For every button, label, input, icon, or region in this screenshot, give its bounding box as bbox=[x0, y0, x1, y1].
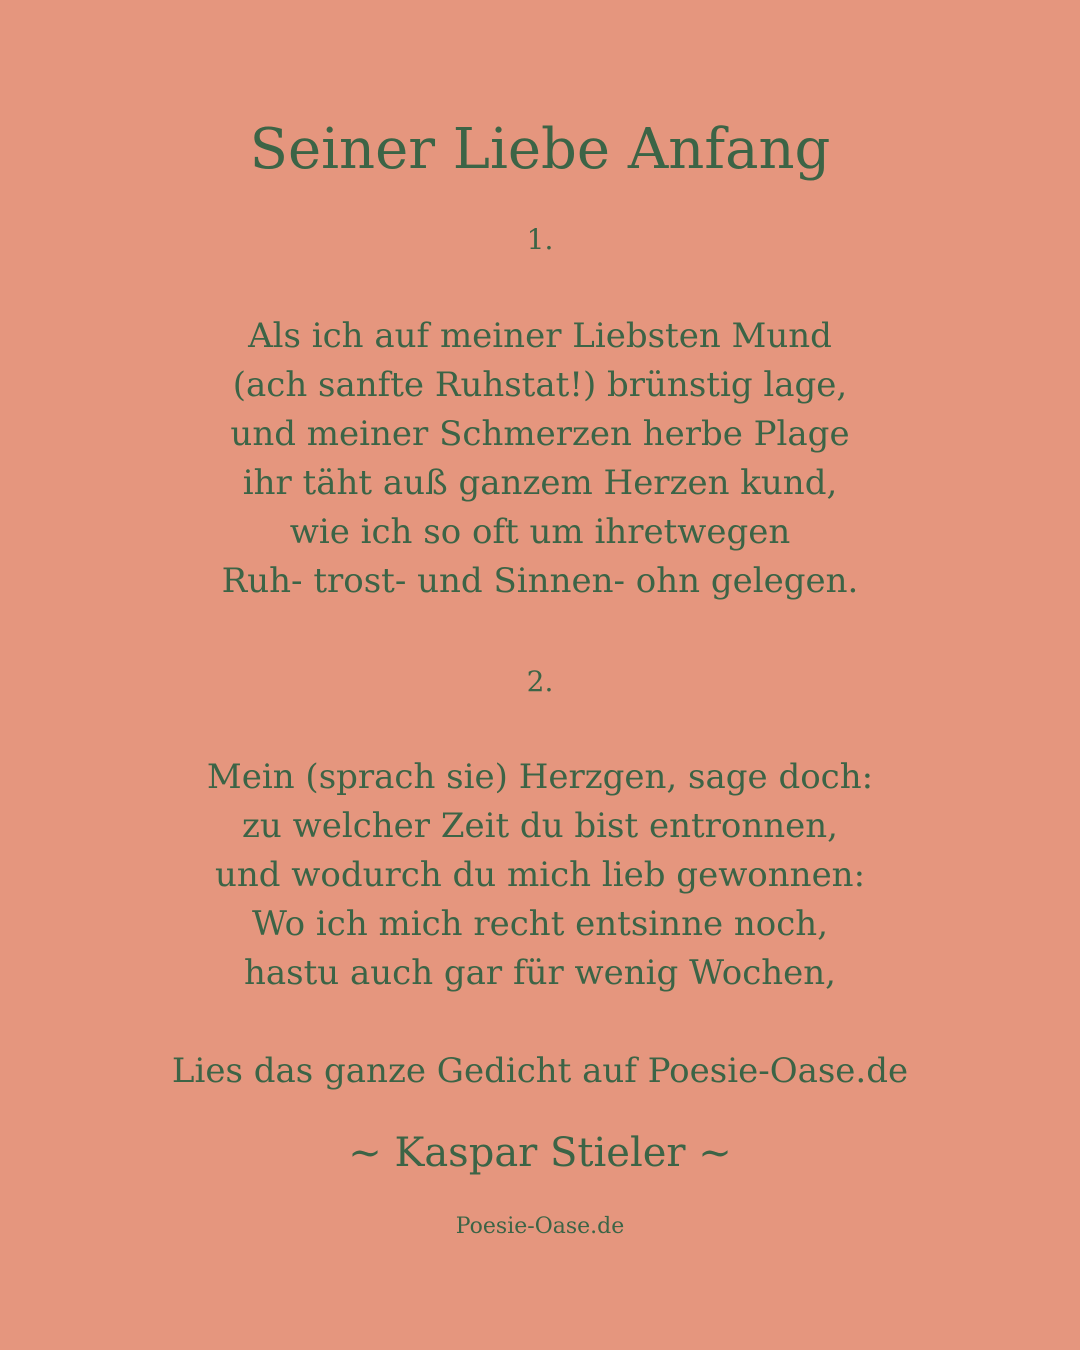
stanza-2 bbox=[0, 753, 1080, 998]
poem-line: zu welcher Zeit du bist entronnen, bbox=[242, 806, 838, 846]
stanza-number-2: 2. bbox=[526, 665, 554, 698]
poem-line: Wo ich mich recht entsinne noch, bbox=[251, 904, 829, 944]
poem-line: und meiner Schmerzen herbe Plage bbox=[230, 414, 850, 454]
poem-line: und wodurch du mich lieb gewonnen: bbox=[214, 855, 866, 895]
poem-line: hastu auch gar für wenig Wochen, bbox=[244, 953, 836, 993]
poem-title: Seiner Liebe Anfang bbox=[249, 117, 831, 182]
poem-line: Als ich auf meiner Liebsten Mund bbox=[248, 316, 832, 356]
poem-line: Mein (sprach sie) Herzgen, sage doch: bbox=[206, 757, 874, 797]
read-full-poem-text: Lies das ganze Gedicht auf Poesie-Oase.de bbox=[171, 1051, 909, 1091]
poem-line: wie ich so oft um ihretwegen bbox=[289, 512, 791, 552]
poem-line: (ach sanfte Ruhstat!) brünstig lage, bbox=[232, 365, 848, 405]
site-footer: Poesie-Oase.de bbox=[455, 1214, 625, 1239]
poem-author: ~ Kaspar Stieler ~ bbox=[348, 1130, 732, 1176]
poem-line: Ruh- trost- und Sinnen- ohn gelegen. bbox=[221, 561, 859, 601]
poem-line: ihr täht auß ganzem Herzen kund, bbox=[242, 463, 838, 503]
stanza-1 bbox=[0, 312, 1080, 606]
stanza-number-1: 1. bbox=[526, 223, 554, 256]
